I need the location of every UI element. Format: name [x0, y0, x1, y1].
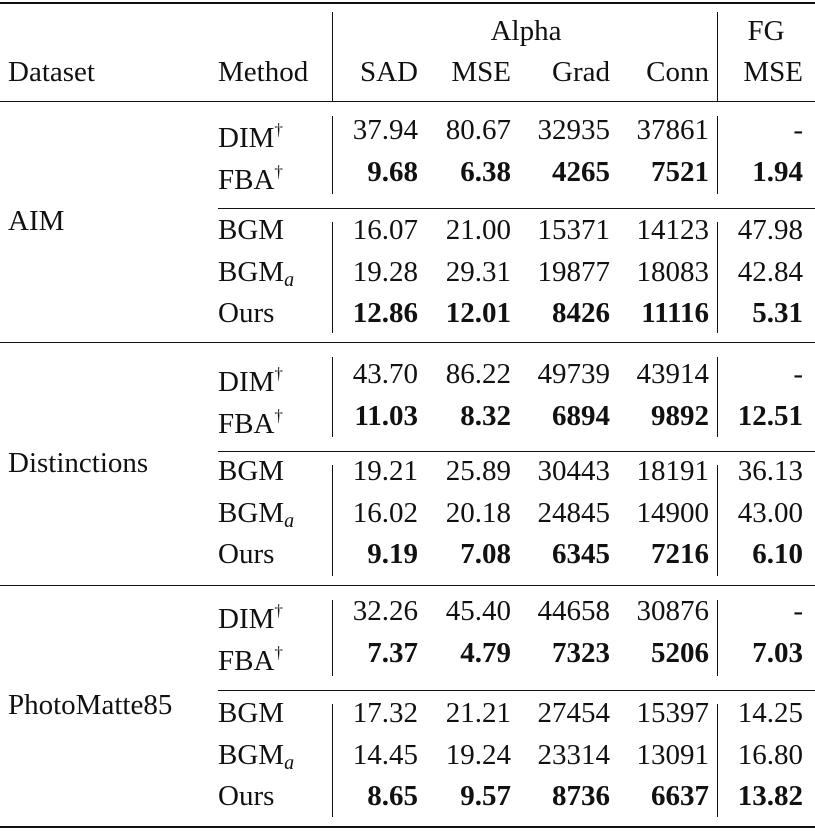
cell-fg-mse: 42.84 [737, 255, 803, 288]
cell-sad: 11.03 [354, 399, 418, 432]
group-rule-1 [0, 342, 815, 343]
cell-conn: 5206 [651, 636, 709, 669]
vrule-method-upper-2 [332, 600, 333, 676]
cell-grad: 6345 [552, 538, 610, 570]
cell-mse: 20.18 [445, 496, 511, 529]
method-name: BGM [218, 496, 285, 529]
header-dataset: Dataset [8, 56, 95, 88]
method-name: BGM [218, 255, 285, 288]
header-col-conn: Conn [646, 56, 709, 88]
header-rule [0, 101, 815, 102]
cell-mse: 12.01 [445, 297, 511, 329]
method-cell [218, 738, 294, 780]
cell-mse: 7.08 [460, 538, 511, 570]
cell-conn: 37861 [636, 114, 709, 146]
cell-grad: 49739 [537, 358, 610, 390]
cell-sad: 14.45 [352, 738, 418, 771]
cell-mse: 4.79 [460, 636, 511, 669]
cell-grad: 19877 [537, 255, 610, 288]
vrule-alpha-lower-1 [717, 465, 718, 576]
vrule-alpha-lower-0 [717, 222, 718, 333]
cell-sad: 17.32 [352, 697, 418, 729]
cell-grad: 8426 [552, 297, 610, 329]
method-cell [218, 779, 274, 813]
cell-grad: 44658 [537, 595, 610, 627]
method-dagger-mark: † [274, 120, 283, 139]
method-name: FBA [218, 407, 275, 440]
cell-grad: 27454 [537, 697, 610, 729]
vrule-alpha-upper-0 [717, 116, 718, 194]
method-cell [218, 113, 283, 155]
header-col-mse: MSE [451, 56, 511, 88]
method-dagger-mark: † [274, 364, 283, 383]
cell-fg-mse: 47.98 [737, 214, 803, 246]
cell-conn: 43914 [636, 358, 709, 390]
method-cell [218, 454, 284, 488]
cell-conn: 6637 [651, 780, 709, 812]
method-cell [218, 155, 283, 197]
cell-fg-mse: - [793, 595, 803, 627]
method-dagger-mark: † [274, 161, 283, 181]
method-subscript: a [284, 509, 295, 532]
cell-conn: 9892 [651, 399, 709, 432]
method-name: DIM [218, 603, 275, 635]
header-method: Method [218, 56, 309, 88]
header-col-grad: Grad [552, 56, 610, 88]
cell-fg-mse: 13.82 [737, 780, 803, 812]
cell-mse: 21.00 [445, 214, 511, 246]
cell-fg-mse: 43.00 [737, 496, 803, 529]
cell-conn: 18191 [636, 455, 709, 487]
method-dagger-mark: † [274, 642, 283, 662]
bottom-rule [0, 826, 815, 828]
cell-grad: 15371 [537, 214, 610, 246]
cell-conn: 18083 [636, 255, 709, 288]
cell-conn: 13091 [636, 738, 709, 771]
method-dagger-mark: † [274, 601, 283, 620]
cell-conn: 14900 [636, 496, 709, 529]
header-col-sad: SAD [359, 56, 418, 88]
group-rule-2 [0, 585, 815, 586]
cell-fg-mse: 1.94 [752, 155, 803, 188]
block-rule-photomatte85 [218, 690, 815, 691]
cell-fg-mse: 6.10 [752, 538, 803, 570]
block-rule-distinctions [218, 451, 815, 452]
dataset-label: PhotoMatte85 [8, 688, 173, 721]
vrule-alpha-lower-2 [717, 704, 718, 817]
cell-fg-mse: 36.13 [737, 455, 803, 487]
cell-grad: 6894 [552, 399, 610, 432]
cell-fg-mse: 14.25 [737, 697, 803, 729]
cell-conn: 15397 [636, 697, 709, 729]
method-name: DIM [218, 366, 275, 398]
cell-grad: 7323 [552, 636, 610, 669]
cell-sad: 37.94 [352, 114, 418, 146]
cell-sad: 19.28 [352, 255, 418, 288]
method-name: FBA [218, 163, 275, 196]
cell-fg-mse: 7.03 [752, 636, 803, 669]
cell-mse: 9.57 [460, 780, 511, 812]
header-col-fg-mse: MSE [743, 56, 803, 88]
cell-fg-mse: - [793, 114, 803, 146]
header-vrule-method [332, 12, 333, 101]
cell-mse: 80.67 [445, 114, 511, 146]
top-rule [0, 2, 815, 4]
cell-sad: 9.19 [367, 538, 418, 570]
method-cell [218, 213, 284, 247]
cell-fg-mse: 12.51 [737, 399, 803, 432]
method-name: Ours [218, 297, 275, 329]
vrule-method-lower-1 [332, 465, 333, 576]
cell-fg-mse: 5.31 [752, 297, 803, 329]
method-cell [218, 399, 283, 441]
cell-mse: 86.22 [445, 358, 511, 390]
cell-sad: 43.70 [352, 358, 418, 390]
cell-conn: 7521 [651, 155, 709, 188]
cell-sad: 9.68 [367, 155, 418, 188]
header-alpha-group: Alpha [490, 15, 562, 47]
cell-sad: 19.21 [352, 455, 418, 487]
cell-mse: 8.32 [460, 399, 511, 432]
cell-sad: 16.07 [352, 214, 418, 246]
cell-grad: 32935 [537, 114, 610, 146]
method-cell [218, 636, 283, 678]
cell-grad: 24845 [537, 496, 610, 529]
vrule-method-lower-0 [332, 222, 333, 333]
cell-sad: 12.86 [352, 297, 418, 329]
method-name: Ours [218, 538, 275, 570]
vrule-method-upper-1 [332, 357, 333, 437]
method-name: Ours [218, 780, 275, 812]
cell-mse: 19.24 [445, 738, 511, 771]
method-cell [218, 496, 294, 538]
method-cell [218, 696, 284, 730]
method-cell [218, 537, 274, 571]
vrule-method-lower-2 [332, 704, 333, 817]
method-name: BGM [218, 455, 285, 487]
vrule-alpha-upper-2 [717, 600, 718, 676]
vrule-alpha-upper-1 [717, 357, 718, 437]
method-name: BGM [218, 697, 285, 729]
cell-mse: 6.38 [460, 155, 511, 188]
method-name: BGM [218, 214, 285, 246]
cell-conn: 11116 [641, 297, 709, 329]
cell-grad: 30443 [537, 455, 610, 487]
header-fg-group: FG [747, 15, 785, 47]
cell-conn: 7216 [651, 538, 709, 570]
cell-mse: 45.40 [445, 595, 511, 627]
cell-fg-mse: 16.80 [737, 738, 803, 771]
cell-conn: 14123 [636, 214, 709, 246]
method-dagger-mark: † [274, 405, 283, 425]
cell-grad: 8736 [552, 780, 610, 812]
dataset-label: AIM [8, 204, 65, 237]
cell-conn: 30876 [636, 595, 709, 627]
method-name: FBA [218, 644, 275, 677]
method-cell [218, 296, 274, 330]
method-name: BGM [218, 738, 285, 771]
cell-sad: 7.37 [367, 636, 418, 669]
cell-grad: 4265 [552, 155, 610, 188]
method-subscript: a [284, 268, 295, 291]
vrule-method-upper-0 [332, 116, 333, 194]
cell-mse: 21.21 [445, 697, 511, 729]
cell-sad: 32.26 [352, 595, 418, 627]
dataset-label: Distinctions [8, 446, 149, 479]
method-cell [218, 357, 283, 399]
block-rule-aim [218, 208, 815, 209]
method-name: DIM [218, 122, 275, 154]
cell-grad: 23314 [537, 738, 610, 771]
method-cell [218, 255, 294, 297]
cell-sad: 8.65 [367, 780, 418, 812]
cell-fg-mse: - [793, 358, 803, 390]
cell-sad: 16.02 [352, 496, 418, 529]
cell-mse: 29.31 [445, 255, 511, 288]
method-subscript: a [284, 751, 295, 774]
cell-mse: 25.89 [445, 455, 511, 487]
method-cell [218, 594, 283, 636]
